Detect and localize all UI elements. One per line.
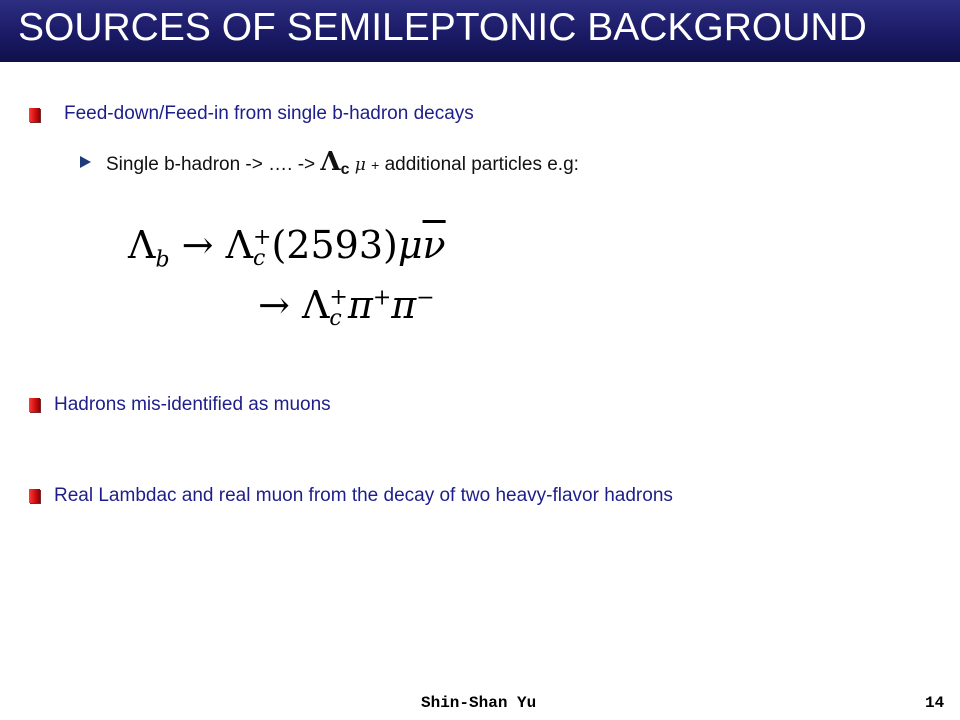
- lambda-symbol: Λ: [320, 147, 341, 177]
- eq-arrow-2: →: [258, 283, 290, 327]
- bullet-text-feed-down: Feed-down/Feed-in from single b-hadron decays: [64, 103, 474, 124]
- sub-bullet-suffix: additional particles e.g:: [379, 154, 579, 175]
- eq-lambda-b-subscript: b: [155, 247, 170, 273]
- slide-title: SOURCES OF SEMILEPTONIC BACKGROUND: [18, 6, 867, 49]
- eq-lambda-c-2-scripts: [329, 284, 348, 331]
- eq-mass: (2593): [271, 223, 398, 267]
- bullet-marker-icon: [29, 108, 40, 122]
- equation-line-1: [128, 223, 446, 273]
- eq-pi-plus: π: [347, 283, 373, 327]
- mu-symbol: μ: [354, 155, 366, 175]
- eq-lambda-c-2: Λ: [301, 283, 330, 327]
- eq-arrow-1: →: [181, 223, 214, 267]
- eq-lambda-c-2-sub: c: [329, 305, 342, 331]
- bullet-marker-icon: [29, 489, 40, 503]
- eq-lambda-c-sup: +: [253, 224, 272, 250]
- sub-bullet-arrow-icon: [80, 156, 91, 168]
- equation-line-2: [258, 283, 435, 331]
- eq-pi-minus-sup: −: [416, 285, 435, 311]
- eq-lambda-c: Λ: [225, 223, 254, 267]
- eq-lambda-b: Λ: [128, 223, 156, 267]
- eq-lambda-c-2-sup: +: [329, 284, 348, 310]
- eq-nu-bar: $\overline{\nu}$: [422, 223, 446, 267]
- plus-symbol: +: [371, 157, 380, 173]
- title-bar: [0, 0, 960, 62]
- footer-page-number: 14: [925, 694, 945, 712]
- eq-lambda-c-sub: c: [253, 245, 266, 271]
- bullet-marker-icon: [29, 398, 40, 412]
- bullet-text-misid: Hadrons mis-identified as muons: [54, 394, 331, 415]
- lambda-subscript: c: [340, 161, 350, 178]
- sub-bullet-text: [106, 147, 579, 177]
- sub-bullet-prefix: Single b-hadron -> …. ->: [106, 154, 321, 175]
- eq-pi-plus-sup: +: [372, 285, 392, 311]
- footer-author: Shin-Shan Yu: [421, 694, 537, 712]
- eq-pi-minus: π: [391, 283, 417, 327]
- eq-lambda-c-scripts: [253, 224, 272, 271]
- bullet-text-real-lambdac: Real Lambdac and real muon from the decay of two heavy-flavor hadrons: [54, 485, 673, 506]
- eq-mu: μ: [397, 223, 423, 267]
